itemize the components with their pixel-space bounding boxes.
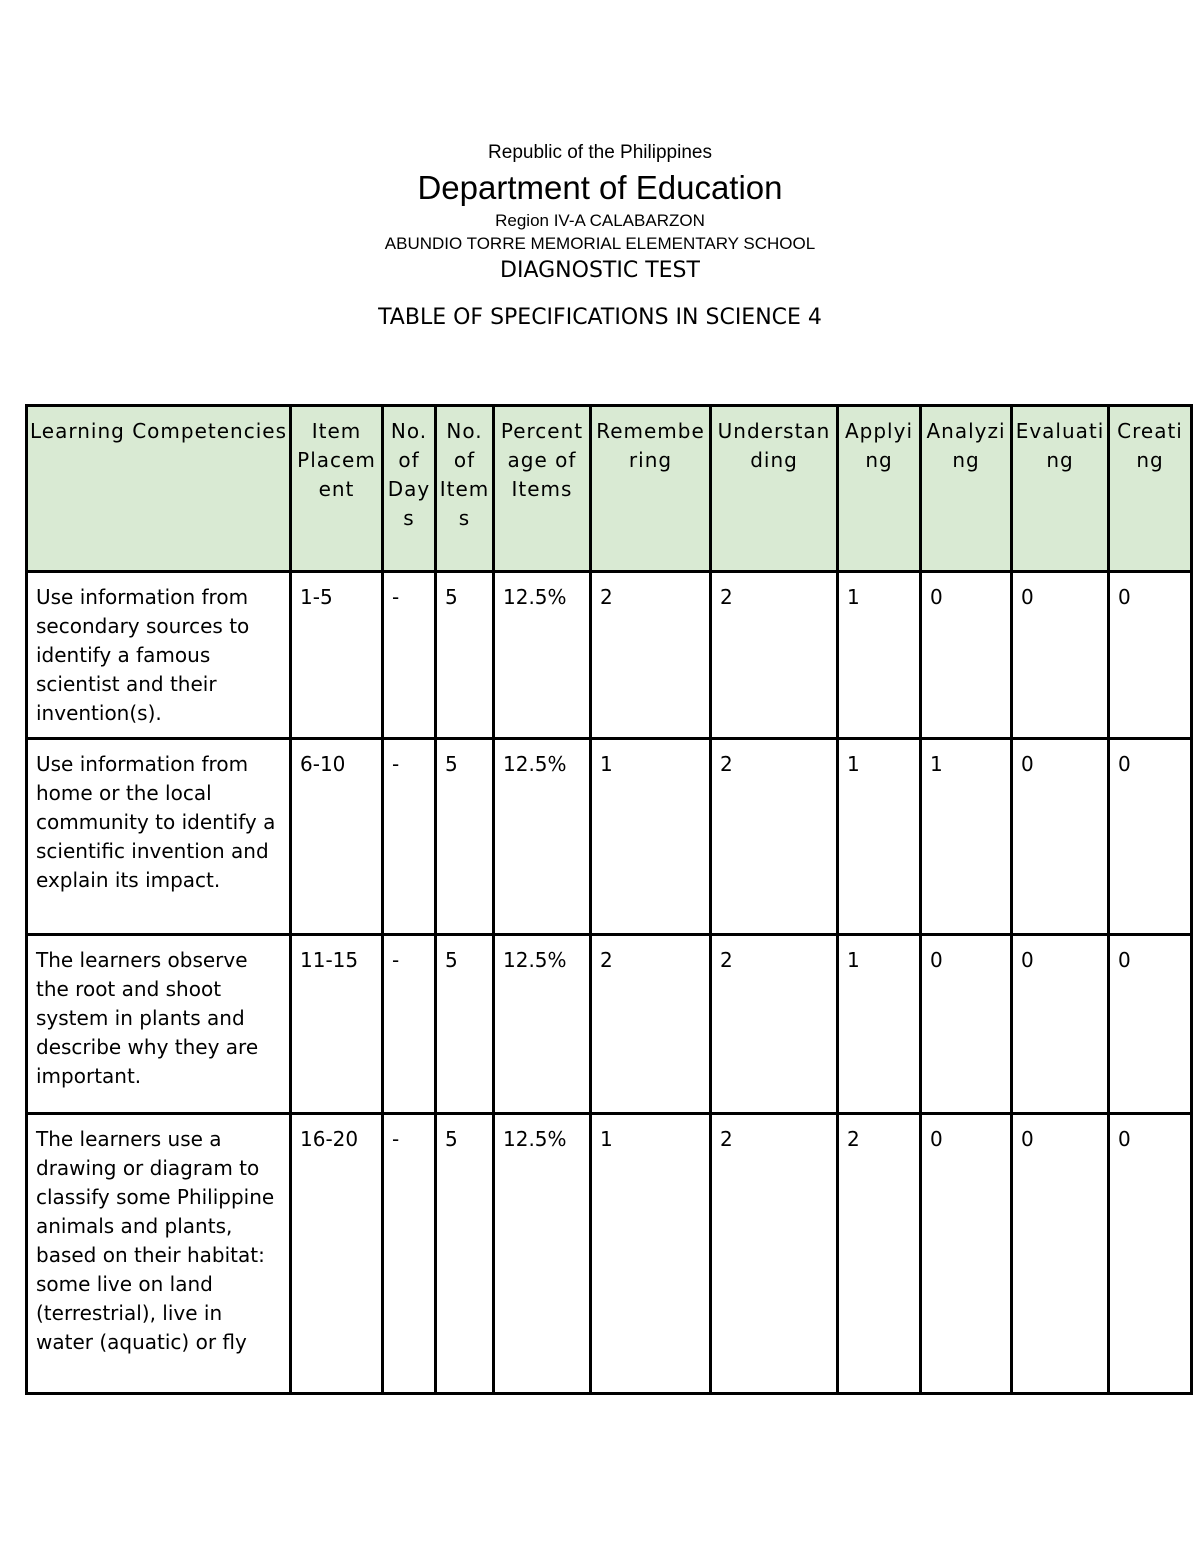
percentage-cell: 12.5% xyxy=(494,739,591,935)
col-header-items: No. of Items xyxy=(436,406,494,572)
applying-cell: 1 xyxy=(838,935,921,1114)
table-row xyxy=(27,739,1192,935)
placement-cell: 6-10 xyxy=(291,739,383,935)
remembering-cell: 1 xyxy=(591,739,711,935)
creating-cell: 0 xyxy=(1109,739,1192,935)
understanding-cell: 2 xyxy=(711,572,838,739)
percentage-cell: 12.5% xyxy=(494,572,591,739)
competency-cell: Use information from secondary sources to identify a famous scientist and their invention(s). xyxy=(27,572,291,739)
table-header-row xyxy=(27,406,1192,572)
understanding-cell: 2 xyxy=(711,739,838,935)
days-cell: - xyxy=(383,572,436,739)
region-line: Region IV-A CALABARZON xyxy=(495,211,705,230)
republic-line: Republic of the Philippines xyxy=(488,142,712,163)
col-header-understanding: Understanding xyxy=(711,406,838,572)
table-title: TABLE OF SPECIFICATIONS IN SCIENCE 4 xyxy=(378,305,822,330)
col-header-analyzing: Analyzing xyxy=(921,406,1012,572)
col-header-competencies: Learning Competencies xyxy=(27,406,291,572)
col-header-applying: Applying xyxy=(838,406,921,572)
understanding-cell: 2 xyxy=(711,1114,838,1394)
competency-cell: Use information from home or the local community to identify a scientific invention and explain its impact. xyxy=(27,739,291,935)
school-name: ABUNDIO TORRE MEMORIAL ELEMENTARY SCHOOL xyxy=(384,234,816,253)
items-cell: 5 xyxy=(436,1114,494,1394)
days-cell: - xyxy=(383,1114,436,1394)
creating-cell: 0 xyxy=(1109,572,1192,739)
col-header-percentage: Percentage of Items xyxy=(494,406,591,572)
col-header-evaluating: Evaluating xyxy=(1012,406,1109,572)
days-cell: - xyxy=(383,935,436,1114)
col-header-placement: Item Placement xyxy=(291,406,383,572)
percentage-cell: 12.5% xyxy=(494,935,591,1114)
col-header-creating: Creating xyxy=(1109,406,1192,572)
analyzing-cell: 0 xyxy=(921,572,1012,739)
analyzing-cell: 0 xyxy=(921,935,1012,1114)
evaluating-cell: 0 xyxy=(1012,572,1109,739)
creating-cell: 0 xyxy=(1109,935,1192,1114)
percentage-cell: 12.5% xyxy=(494,1114,591,1394)
table-row xyxy=(27,1114,1192,1394)
understanding-cell: 2 xyxy=(711,935,838,1114)
items-cell: 5 xyxy=(436,572,494,739)
col-header-days: No. of Days xyxy=(383,406,436,572)
applying-cell: 2 xyxy=(838,1114,921,1394)
evaluating-cell: 0 xyxy=(1012,1114,1109,1394)
competency-cell: The learners use a drawing or diagram to classify some Philippine animals and plants, based on their habitat: some live on land (terrestrial), live in water (aquatic) or fly xyxy=(27,1114,291,1394)
remembering-cell: 2 xyxy=(591,572,711,739)
test-name: DIAGNOSTIC TEST xyxy=(500,258,700,283)
applying-cell: 1 xyxy=(838,739,921,935)
placement-cell: 16-20 xyxy=(291,1114,383,1394)
analyzing-cell: 0 xyxy=(921,1114,1012,1394)
specifications-table xyxy=(25,404,1193,1395)
table-row xyxy=(27,935,1192,1114)
items-cell: 5 xyxy=(436,739,494,935)
placement-cell: 11-15 xyxy=(291,935,383,1114)
analyzing-cell: 1 xyxy=(921,739,1012,935)
applying-cell: 1 xyxy=(838,572,921,739)
days-cell: - xyxy=(383,739,436,935)
department-title: Department of Education xyxy=(417,169,783,206)
placement-cell: 1-5 xyxy=(291,572,383,739)
creating-cell: 0 xyxy=(1109,1114,1192,1394)
evaluating-cell: 0 xyxy=(1012,935,1109,1114)
evaluating-cell: 0 xyxy=(1012,739,1109,935)
document-header xyxy=(0,140,1200,333)
remembering-cell: 1 xyxy=(591,1114,711,1394)
items-cell: 5 xyxy=(436,935,494,1114)
competency-cell: The learners observe the root and shoot system in plants and describe why they are important. xyxy=(27,935,291,1114)
col-header-remembering: Remembering xyxy=(591,406,711,572)
table-row xyxy=(27,572,1192,739)
remembering-cell: 2 xyxy=(591,935,711,1114)
